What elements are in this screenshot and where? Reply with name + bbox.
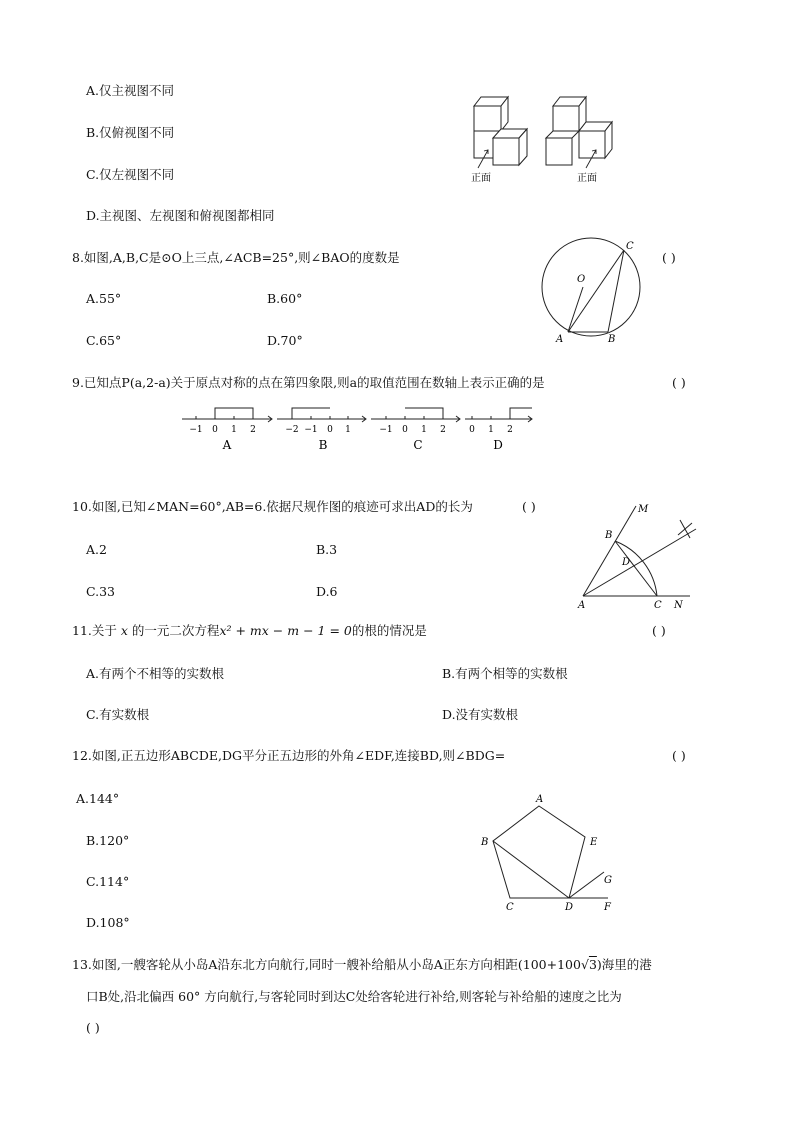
q13-line-2: 口B处,沿北偏西 60° 方向航行,与客轮同时到达C处给客轮进行补给,则客轮与补给船的速度之比为: [86, 989, 622, 1004]
q8-circle-figure: [528, 235, 648, 347]
q8-label-a: A: [556, 334, 564, 345]
q9a-tick-3: 1: [231, 425, 237, 435]
q10-option-c: C.33: [86, 584, 115, 599]
q11-equation: x² + mx − m − 1 = 0: [219, 623, 352, 638]
q9-number-lines: [180, 400, 534, 454]
q11-stem-mid: 的一元二次方程: [131, 623, 220, 638]
q12-option-d: D.108°: [86, 915, 130, 930]
q11-option-d: D.没有实数根: [442, 707, 519, 722]
q13-sqrt-radicand: 3: [588, 957, 597, 972]
q9d-tick-2: 1: [488, 425, 494, 435]
q12-label-g: G: [604, 875, 612, 886]
q9a-tick-1: −1: [189, 425, 203, 435]
q9-stem: 9.已知点P(a,2-a)关于原点对称的点在第四象限,则a的取值范围在数轴上表示正确的是: [72, 375, 545, 390]
q8-option-d: D.70°: [267, 333, 303, 348]
q9c-tick-4: 2: [440, 425, 446, 435]
q10-label-c: C: [654, 600, 662, 611]
q7-front-label-2: 正面: [577, 173, 597, 184]
q10-option-d: D.6: [316, 584, 338, 599]
q11-stem-prefix: 11.关于: [72, 623, 117, 638]
q9b-tick-1: −2: [285, 425, 299, 435]
q11-option-c: C.有实数根: [86, 707, 150, 722]
q13-sqrt-icon: √: [580, 957, 589, 972]
q12-answer-paren: ( ): [672, 748, 686, 763]
q13-line1-num: (100+100: [517, 957, 581, 972]
q9c-tick-2: 0: [402, 425, 408, 435]
q7-option-a: A.仅主视图不同: [86, 83, 175, 98]
q10-label-d: D: [622, 557, 631, 568]
q10-option-a: A.2: [86, 542, 107, 557]
q12-option-c: C.114°: [86, 874, 130, 889]
q12-label-e: E: [590, 837, 598, 848]
q11-option-b: B.有两个相等的实数根: [442, 666, 568, 681]
q11-option-a: A.有两个不相等的实数根: [86, 666, 225, 681]
q8-option-c: C.65°: [86, 333, 122, 348]
q9c-tick-3: 1: [421, 425, 427, 435]
q8-label-c: C: [626, 241, 634, 252]
q11-answer-paren: ( ): [652, 623, 666, 638]
q8-stem: 8.如图,A,B,C是⊙O上三点,∠ACB=25°,则∠BAO的度数是: [72, 250, 400, 265]
q7-front-label-1: 正面: [471, 173, 491, 184]
q9-choice-b: B: [318, 438, 328, 452]
q12-label-c: C: [506, 902, 514, 913]
q8-answer-paren: ( ): [662, 250, 676, 265]
q13-line1-suffix: )海里的港: [596, 957, 652, 972]
q10-construction-figure: [570, 498, 704, 612]
q12-label-a: A: [536, 794, 544, 805]
q9a-tick-2: 0: [212, 425, 218, 435]
q12-pentagon-figure: [476, 790, 622, 914]
q9b-tick-2: −1: [304, 425, 318, 435]
q9d-tick-1: 0: [469, 425, 475, 435]
q11-stem-suffix: 的根的情况是: [351, 623, 427, 638]
q13-answer-paren: ( ): [86, 1020, 100, 1035]
q9b-tick-3: 0: [327, 425, 333, 435]
q10-option-b: B.3: [316, 542, 338, 557]
q7-option-b: B.仅俯视图不同: [86, 125, 175, 140]
q8-option-a: A.55°: [86, 291, 122, 306]
q9-choice-c: C: [413, 438, 423, 452]
q10-label-n: N: [674, 600, 683, 611]
q12-option-b: B.120°: [86, 833, 130, 848]
q7-option-c: C.仅左视图不同: [86, 167, 175, 182]
q9-choice-d: D: [493, 438, 503, 452]
q8-label-b: B: [608, 334, 616, 345]
q10-label-b: B: [605, 530, 613, 541]
q7-cube-figure: [466, 92, 626, 188]
q12-label-b: B: [481, 837, 489, 848]
q9-choice-a: A: [222, 438, 232, 452]
q11-stem: [72, 623, 427, 639]
q10-answer-paren: ( ): [522, 499, 536, 514]
q10-stem: 10.如图,已知∠MAN=60°,AB=6.依据尺规作图的痕迹可求出AD的长为: [72, 499, 473, 514]
q9b-tick-4: 1: [345, 425, 351, 435]
q7-option-d: D.主视图、左视图和俯视图都相同: [86, 208, 275, 223]
q8-option-b: B.60°: [267, 291, 303, 306]
q9d-tick-3: 2: [507, 425, 513, 435]
q12-label-f: F: [604, 902, 611, 913]
q10-label-a: A: [578, 600, 586, 611]
q13-line1-prefix: 13.如图,一艘客轮从小岛A沿东北方向航行,同时一艘补给船从小岛A正东方向相距: [72, 957, 518, 972]
q10-label-m: M: [638, 504, 649, 515]
q9a-tick-4: 2: [250, 425, 256, 435]
q8-label-o: O: [577, 274, 586, 285]
q11-stem-var: x: [120, 623, 128, 638]
q12-stem: 12.如图,正五边形ABCDE,DG平分正五边形的外角∠EDF,连接BD,则∠BDG=: [72, 748, 506, 763]
q12-label-d: D: [565, 902, 574, 913]
q13-line-1: [72, 957, 652, 973]
q9c-tick-1: −1: [379, 425, 393, 435]
q12-option-a: A.144°: [76, 791, 120, 806]
q9-answer-paren: ( ): [672, 375, 686, 390]
